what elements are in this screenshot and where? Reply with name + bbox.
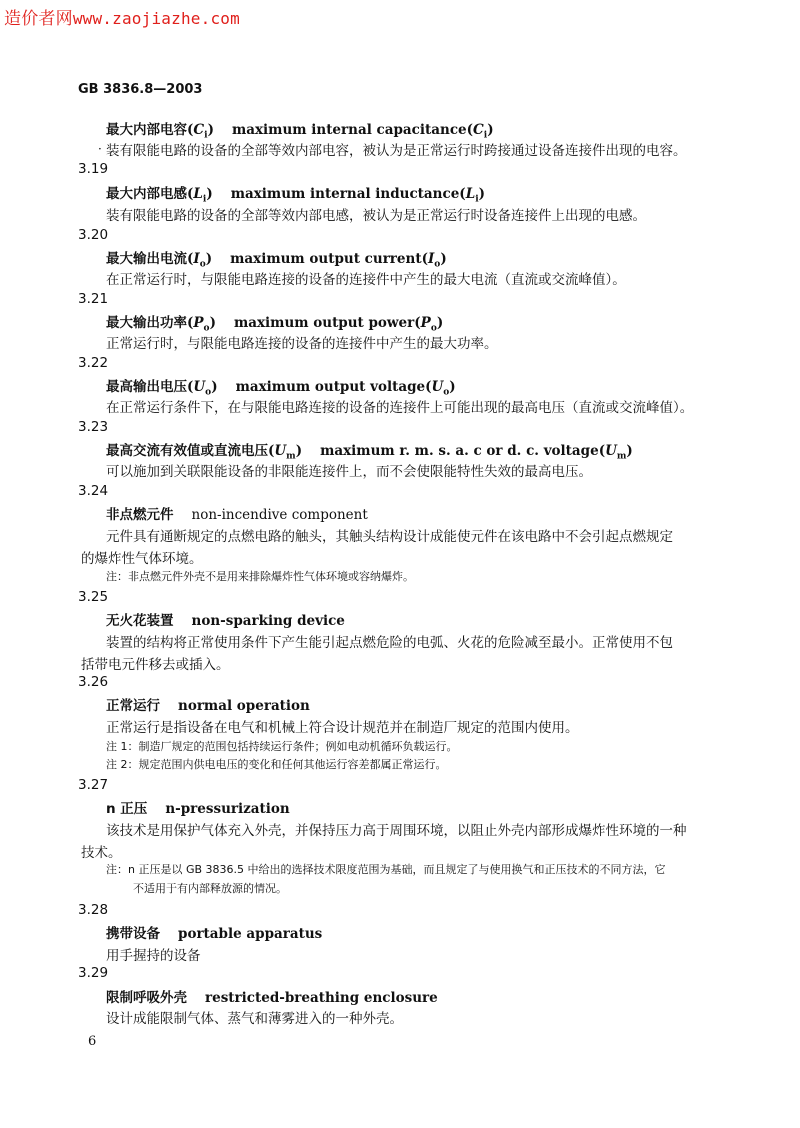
term-non-incendive-component: 非点燃元件 non-incendive component <box>106 507 368 523</box>
definition: 用手握持的设备 <box>106 948 201 964</box>
definition: 该技术是用保护气体充入外壳，并保持压力高于周围环境，以阻止外壳内部形成爆炸性环境的一种 <box>106 823 687 839</box>
watermark-site: 造价者网 <box>4 9 73 29</box>
clause-number: 3.26 <box>78 674 109 690</box>
definition: 正常运行是指设备在电气和机械上符合设计规范并在制造厂规定的范围内使用。 <box>106 720 579 736</box>
note: 注 1：制造厂规定的范围包括持续运行条件；例如电动机循环负载运行。 <box>106 740 458 753</box>
term-max-internal-inductance: 最大内部电感$(L_i)$ maximum internal $inductance(L_i)$ <box>106 186 485 205</box>
clause-number: 3.23 <box>78 419 109 435</box>
clause-number: 3.21 <box>78 291 109 307</box>
term-max-output-current: 最大输出电流$(I_o)$ maximum output $current(I_o)$ <box>106 251 447 270</box>
term-max-output-power: 最大输出功率$(P_o)$ maximum output $power(P_o)$ <box>106 315 444 334</box>
definition: 装置的结构将正常使用条件下产生能引起点燃危险的电弧、火花的危险减至最小。正常使用不包 <box>106 635 673 651</box>
term-restricted-breathing-enclosure: 限制呼吸外壳 restricted-breathing enclosure <box>106 990 438 1006</box>
definition-continued: 技术。 <box>81 845 122 861</box>
term-max-output-voltage: 最高输出电压$(U_o)$ maximum output $voltage(U_o)$ <box>106 379 456 398</box>
clause-number: 3.29 <box>78 965 109 981</box>
watermark-url: www.zaojiazhe.com <box>72 9 240 28</box>
watermark <box>4 4 240 29</box>
definition-continued: 括带电元件移去或插入。 <box>81 657 230 673</box>
definition: 装有限能电路的设备的全部等效内部电容，被认为是正常运行时跨接通过设备连接件出现的电容。 <box>106 143 687 159</box>
clause-number: 3.28 <box>78 902 109 918</box>
standard-header: GB 3836.8—2003 <box>78 82 203 97</box>
definition: 可以施加到关联限能设备的非限能连接件上，而不会使限能特性失效的最高电压。 <box>106 464 592 480</box>
clause-number: 3.20 <box>78 227 109 243</box>
term-portable-apparatus: 携带设备 portable apparatus <box>106 926 323 942</box>
note-continued: 不适用于有内部释放源的情况。 <box>133 882 287 895</box>
note: 注 2：规定范围内供电电压的变化和任何其他运行容差都属正常运行。 <box>106 758 447 771</box>
definition: 在正常运行条件下，在与限能电路连接的设备的连接件上可能出现的最高电压（直流或交流峰值）。 <box>106 400 694 416</box>
page-number: 6 <box>88 1034 97 1049</box>
note: 注：n 正压是以 GB 3836.5 中给出的选择技术限度范围为基础，而且规定了与使用换气和正压技术的不同方法，它 <box>106 863 666 876</box>
clause-number: 3.24 <box>78 483 109 499</box>
definition-continued: 的爆炸性气体环境。 <box>81 551 203 567</box>
term-max-rms-voltage: 最高交流有效值或直流电压$(U_m)$ maximum r. m. s. a. c or d. c. $voltage(U_m)$ <box>106 443 633 462</box>
clause-number: 3.25 <box>78 589 109 605</box>
clause-number: 3.27 <box>78 777 109 793</box>
clause-number: 3.22 <box>78 355 109 371</box>
definition: 正常运行时，与限能电路连接的设备的连接件中产生的最大功率。 <box>106 336 498 352</box>
bullet-mark: · <box>98 142 102 156</box>
definition: 在正常运行时，与限能电路连接的设备的连接件中产生的最大电流（直流或交流峰值）。 <box>106 272 626 288</box>
term-non-sparking-device: 无火花装置 non-sparking device <box>106 613 345 629</box>
definition: 装有限能电路的设备的全部等效内部电感，被认为是正常运行时设备连接件上出现的电感。 <box>106 208 646 224</box>
clause-number: 3.19 <box>78 161 109 177</box>
term-normal-operation: 正常运行 normal operation <box>106 698 310 714</box>
definition: 元件具有通断规定的点燃电路的触头，其触头结构设计成能使元件在该电路中不会引起点燃规定 <box>106 529 673 545</box>
note: 注：非点燃元件外壳不是用来排除爆炸性气体环境或容纳爆炸。 <box>106 570 414 583</box>
term-n-pressurization: n 正压 n-pressurization <box>106 801 290 817</box>
term-max-internal-capacitance: 最大内部电容$(C_i)$ maximum internal $capacitance(C_i)$ <box>106 122 494 141</box>
definition: 设计成能限制气体、蒸气和薄雾进入的一种外壳。 <box>106 1011 403 1027</box>
